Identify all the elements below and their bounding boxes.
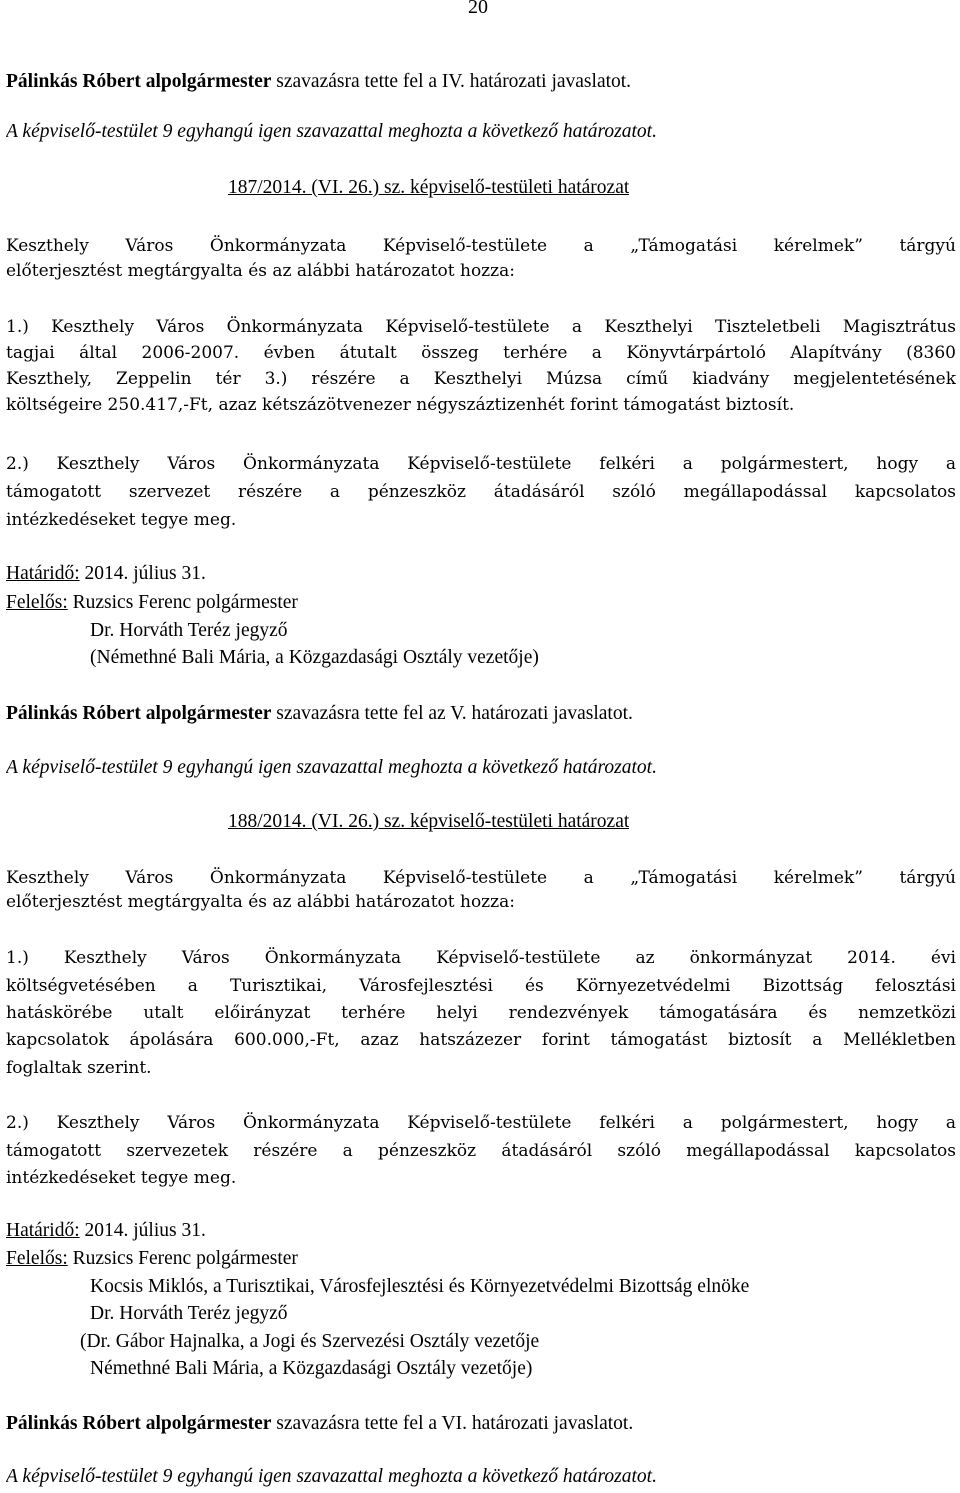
paragraph-line: költségvetésében a Turisztikai, Városfejlesztési és Környezetvédelmi Bizottság felosztási: [6, 976, 956, 996]
deadline-value: 2014. július 31.: [79, 563, 206, 584]
paragraph-line: foglaltak szerint.: [6, 1058, 152, 1078]
responsible-line: Kocsis Miklós, a Turisztikai, Városfejlesztési és Környezetvédelmi Bizottság elnöke: [90, 1276, 750, 1297]
responsible-line: Némethné Bali Mária, a Közgazdasági Osztály vezetője): [90, 1358, 533, 1379]
vote-text: szavazásra tette fel az V. határozati javaslatot.: [271, 703, 633, 724]
responsible: [6, 1248, 956, 1270]
vote-line: [6, 71, 956, 93]
deadline-label: Határidő:: [6, 1220, 80, 1241]
paragraph-line: támogatott szervezetek részére a pénzeszköz átadásáról szóló megállapodással kapcsolatos: [6, 1141, 956, 1161]
deadline: [6, 563, 956, 585]
paragraph-line: intézkedéseket tegye meg.: [6, 1168, 237, 1188]
paragraph-line: intézkedéseket tegye meg.: [6, 510, 237, 530]
deadline-value: 2014. július 31.: [79, 1220, 206, 1241]
resolution-title: 187/2014. (VI. 26.) sz. képviselő-testületi határozat: [228, 177, 630, 198]
deadline-label: Határidő:: [6, 563, 80, 584]
page-number: 20: [468, 0, 488, 18]
paragraph-line: hatáskörébe utalt előirányzat terhére helyi rendezvények támogatására és nemzetközi: [6, 1003, 956, 1023]
intro-line: Keszthely Város Önkormányzata Képviselő-testülete a „Támogatási kérelmek” tárgyú: [6, 236, 956, 256]
paragraph-line: 2.) Keszthely Város Önkormányzata Képviselő-testülete felkéri a polgármestert, hogy a: [6, 1113, 956, 1133]
responsible-line: Dr. Horváth Teréz jegyző: [90, 620, 288, 641]
resolution-title: 188/2014. (VI. 26.) sz. képviselő-testületi határozat: [228, 811, 630, 832]
paragraph-line: támogatott szervezet részére a pénzeszköz átadásáról szóló megállapodással kapcsolatos: [6, 482, 956, 502]
paragraph-line: költségeire 250.417,-Ft, azaz kétszázötvenezer négyszáztizenhét forint támogatást biztosít.: [6, 395, 795, 415]
vote-speaker: Pálinkás Róbert alpolgármester: [6, 71, 272, 92]
vote-line: [6, 703, 956, 725]
vote-text: szavazásra tette fel a VI. határozati javaslatot.: [271, 1413, 634, 1434]
responsible-line: Dr. Horváth Teréz jegyző: [90, 1303, 288, 1324]
deadline: [6, 1220, 956, 1242]
responsible-label: Felelős:: [6, 1248, 68, 1269]
paragraph-line: 1.) Keszthely Város Önkormányzata Képviselő-testülete az önkormányzat 2014. évi: [6, 948, 956, 968]
paragraph-line: 1.) Keszthely Város Önkormányzata Képviselő-testülete a Keszthelyi Tiszteletbeli Magisztrátus: [6, 317, 956, 337]
vote-text: szavazásra tette fel a IV. határozati javaslatot.: [271, 71, 632, 92]
vote-result: A képviselő-testület 9 egyhangú igen szavazattal meghozta a következő határozatot.: [6, 121, 657, 142]
paragraph-line: 2.) Keszthely Város Önkormányzata Képviselő-testülete felkéri a polgármestert, hogy a: [6, 454, 956, 474]
vote-line: [6, 1413, 956, 1435]
vote-result: A képviselő-testület 9 egyhangú igen szavazattal meghozta a következő határozatot.: [6, 757, 657, 778]
vote-speaker: Pálinkás Róbert alpolgármester: [6, 703, 272, 724]
intro-line: előterjesztést megtárgyalta és az alábbi határozatot hozza:: [6, 892, 515, 912]
responsible-line: (Dr. Gábor Hajnalka, a Jogi és Szervezési Osztály vezetője: [80, 1331, 540, 1352]
paragraph-line: tagjai által 2006-2007. évben átutalt összeg terhére a Könyvtárpártoló Alapítvány (8360: [6, 343, 956, 363]
responsible-label: Felelős:: [6, 592, 68, 613]
vote-speaker: Pálinkás Róbert alpolgármester: [6, 1413, 272, 1434]
responsible: [6, 592, 956, 614]
responsible-line: (Némethné Bali Mária, a Közgazdasági Osztály vezetője): [90, 647, 539, 668]
paragraph-line: Keszthely, Zeppelin tér 3.) részére a Keszthelyi Múzsa című kiadvány megjelentetésének: [6, 369, 956, 389]
responsible-value: Ruzsics Ferenc polgármester: [67, 1248, 298, 1269]
vote-result: A képviselő-testület 9 egyhangú igen szavazattal meghozta a következő határozatot.: [6, 1466, 657, 1487]
intro-line: Keszthely Város Önkormányzata Képviselő-testülete a „Támogatási kérelmek” tárgyú: [6, 868, 956, 888]
responsible-value: Ruzsics Ferenc polgármester: [67, 592, 298, 613]
intro-line: előterjesztést megtárgyalta és az alábbi határozatot hozza:: [6, 261, 515, 281]
paragraph-line: kapcsolatok ápolására 600.000,-Ft, azaz hatszázezer forint támogatást biztosít a Mellékletben: [6, 1030, 956, 1050]
